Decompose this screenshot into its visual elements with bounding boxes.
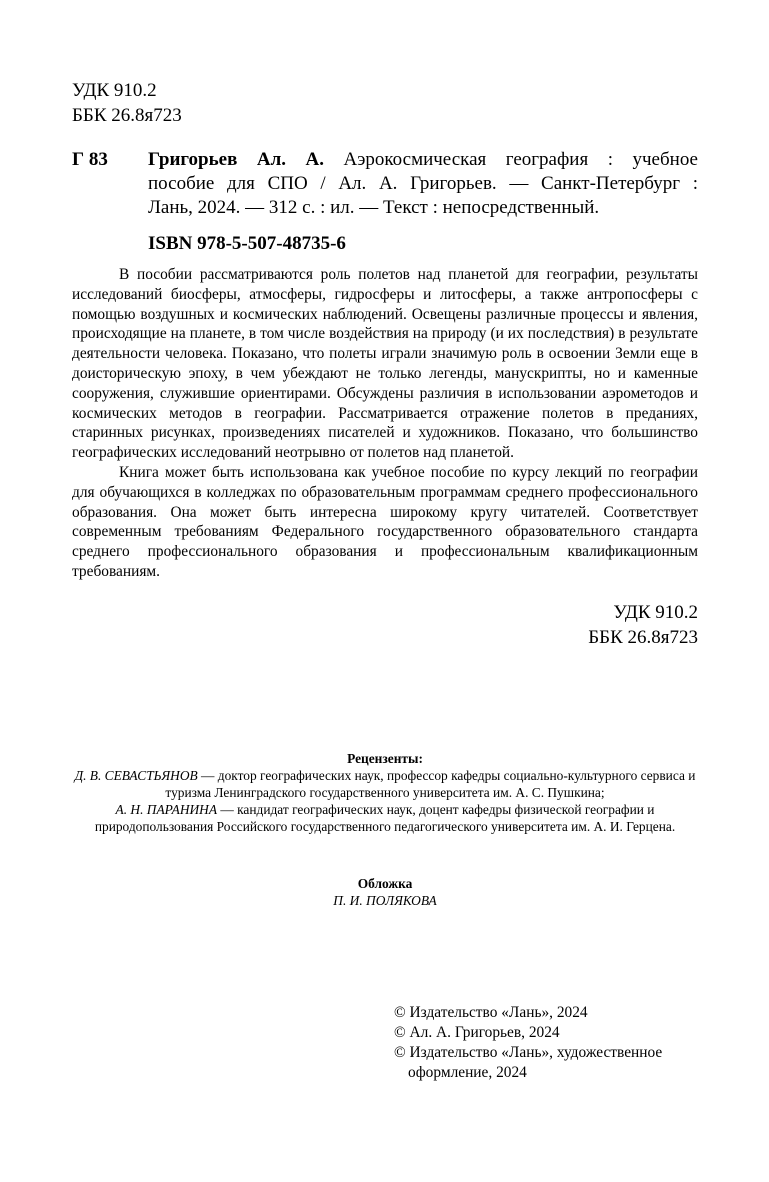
reviewer-1 (60, 767, 710, 801)
annotation-paragraph-1: В пособии рассматриваются роль полетов над планетой для географии, результаты исследований биосферы, атмосферы, гидросферы и литосферы, а также антропосферы с помощью воздушных и космических наблюдений. Освещены различные процессы и явления, происходящие на планете, в том числе воздействия на природу (и их последствия) в результате деятельности человека. Показано, что полеты играли значимую роль в освоении Земли еще в доисторическую эпоху, в чем убеждают не только легенды, манускрипты, но и каменные сооружения, служившие ориентирами. Обсуждены различия в использовании аэрометодов и космических методов в географии. Рассматривается отражение полетов в преданиях, старинных рисунках, произведениях писателей и художников. Показано, что большинство географических исследований неотрывно от полетов над планетой. (72, 266, 698, 462)
udk-code: УДК 910.2 (72, 80, 157, 101)
isbn: ISBN 978-5-507-48735-6 (148, 233, 346, 254)
copyright-line-1: © Издательство «Лань», 2024 (394, 1004, 588, 1021)
copyright-line-2: © Ал. А. Григорьев, 2024 (394, 1024, 560, 1041)
bib-line-2: пособие для СПО / Ал. А. Григорьев. — Санкт-Петербург : (148, 173, 698, 194)
reviewers-heading: Рецензенты: (347, 751, 423, 766)
reviewer-1-name: Д. В. СЕВАСТЬЯНОВ (74, 768, 198, 783)
reviewer-1-details: — доктор географических наук, профессор кафедры социально-культурного сервиса и туризма Ленинградского государственного университета им. А. С. Пушкина; (165, 768, 696, 800)
annotation (72, 265, 698, 582)
author-code: Г 83 (72, 149, 108, 170)
author-name: Григорьев Ал. А. (148, 149, 324, 170)
reviewers-section (60, 750, 710, 835)
bbk-code: ББК 26.8я723 (72, 105, 182, 126)
cover-artist: П. И. ПОЛЯКОВА (333, 893, 437, 908)
classification-codes-top (72, 78, 182, 128)
annotation-paragraph-2: Книга может быть использована как учебное пособие по курсу лекций по географии для обучающихся в колледжах по образовательным программам среднего профессионального образования. Она может быть интересна широкому кругу читателей. Соответствует современным требованиям Федерального государственного образовательного стандарта среднего профессионального образования и профессиональным квалификационным требованиям. (72, 463, 698, 580)
bib-line-3: Лань, 2024. — 312 с. : ил. — Текст : непосредственный. (148, 197, 600, 218)
udk-code-bottom: УДК 910.2 (613, 602, 698, 623)
bbk-code-bottom: ББК 26.8я723 (588, 627, 698, 648)
copyright-line-4: оформление, 2024 (408, 1064, 527, 1081)
book-title: Аэрокосмическая география : учебное (343, 149, 698, 170)
reviewer-2-name: А. Н. ПАРАНИНА (115, 802, 218, 817)
reviewer-2-details: — кандидат географических наук, доцент кафедры физической географии и природопользования Российского государственного педагогического университета им. А. И. Герцена. (94, 802, 676, 834)
bibliographic-entry (72, 148, 698, 220)
reviewer-2 (60, 801, 710, 835)
cover-credit (60, 875, 710, 909)
bib-line-1 (148, 148, 698, 172)
copyright-block (394, 1003, 662, 1083)
classification-codes-bottom (588, 600, 698, 650)
cover-heading: Обложка (357, 876, 413, 891)
copyright-line-3: © Издательство «Лань», художественное (394, 1044, 663, 1061)
